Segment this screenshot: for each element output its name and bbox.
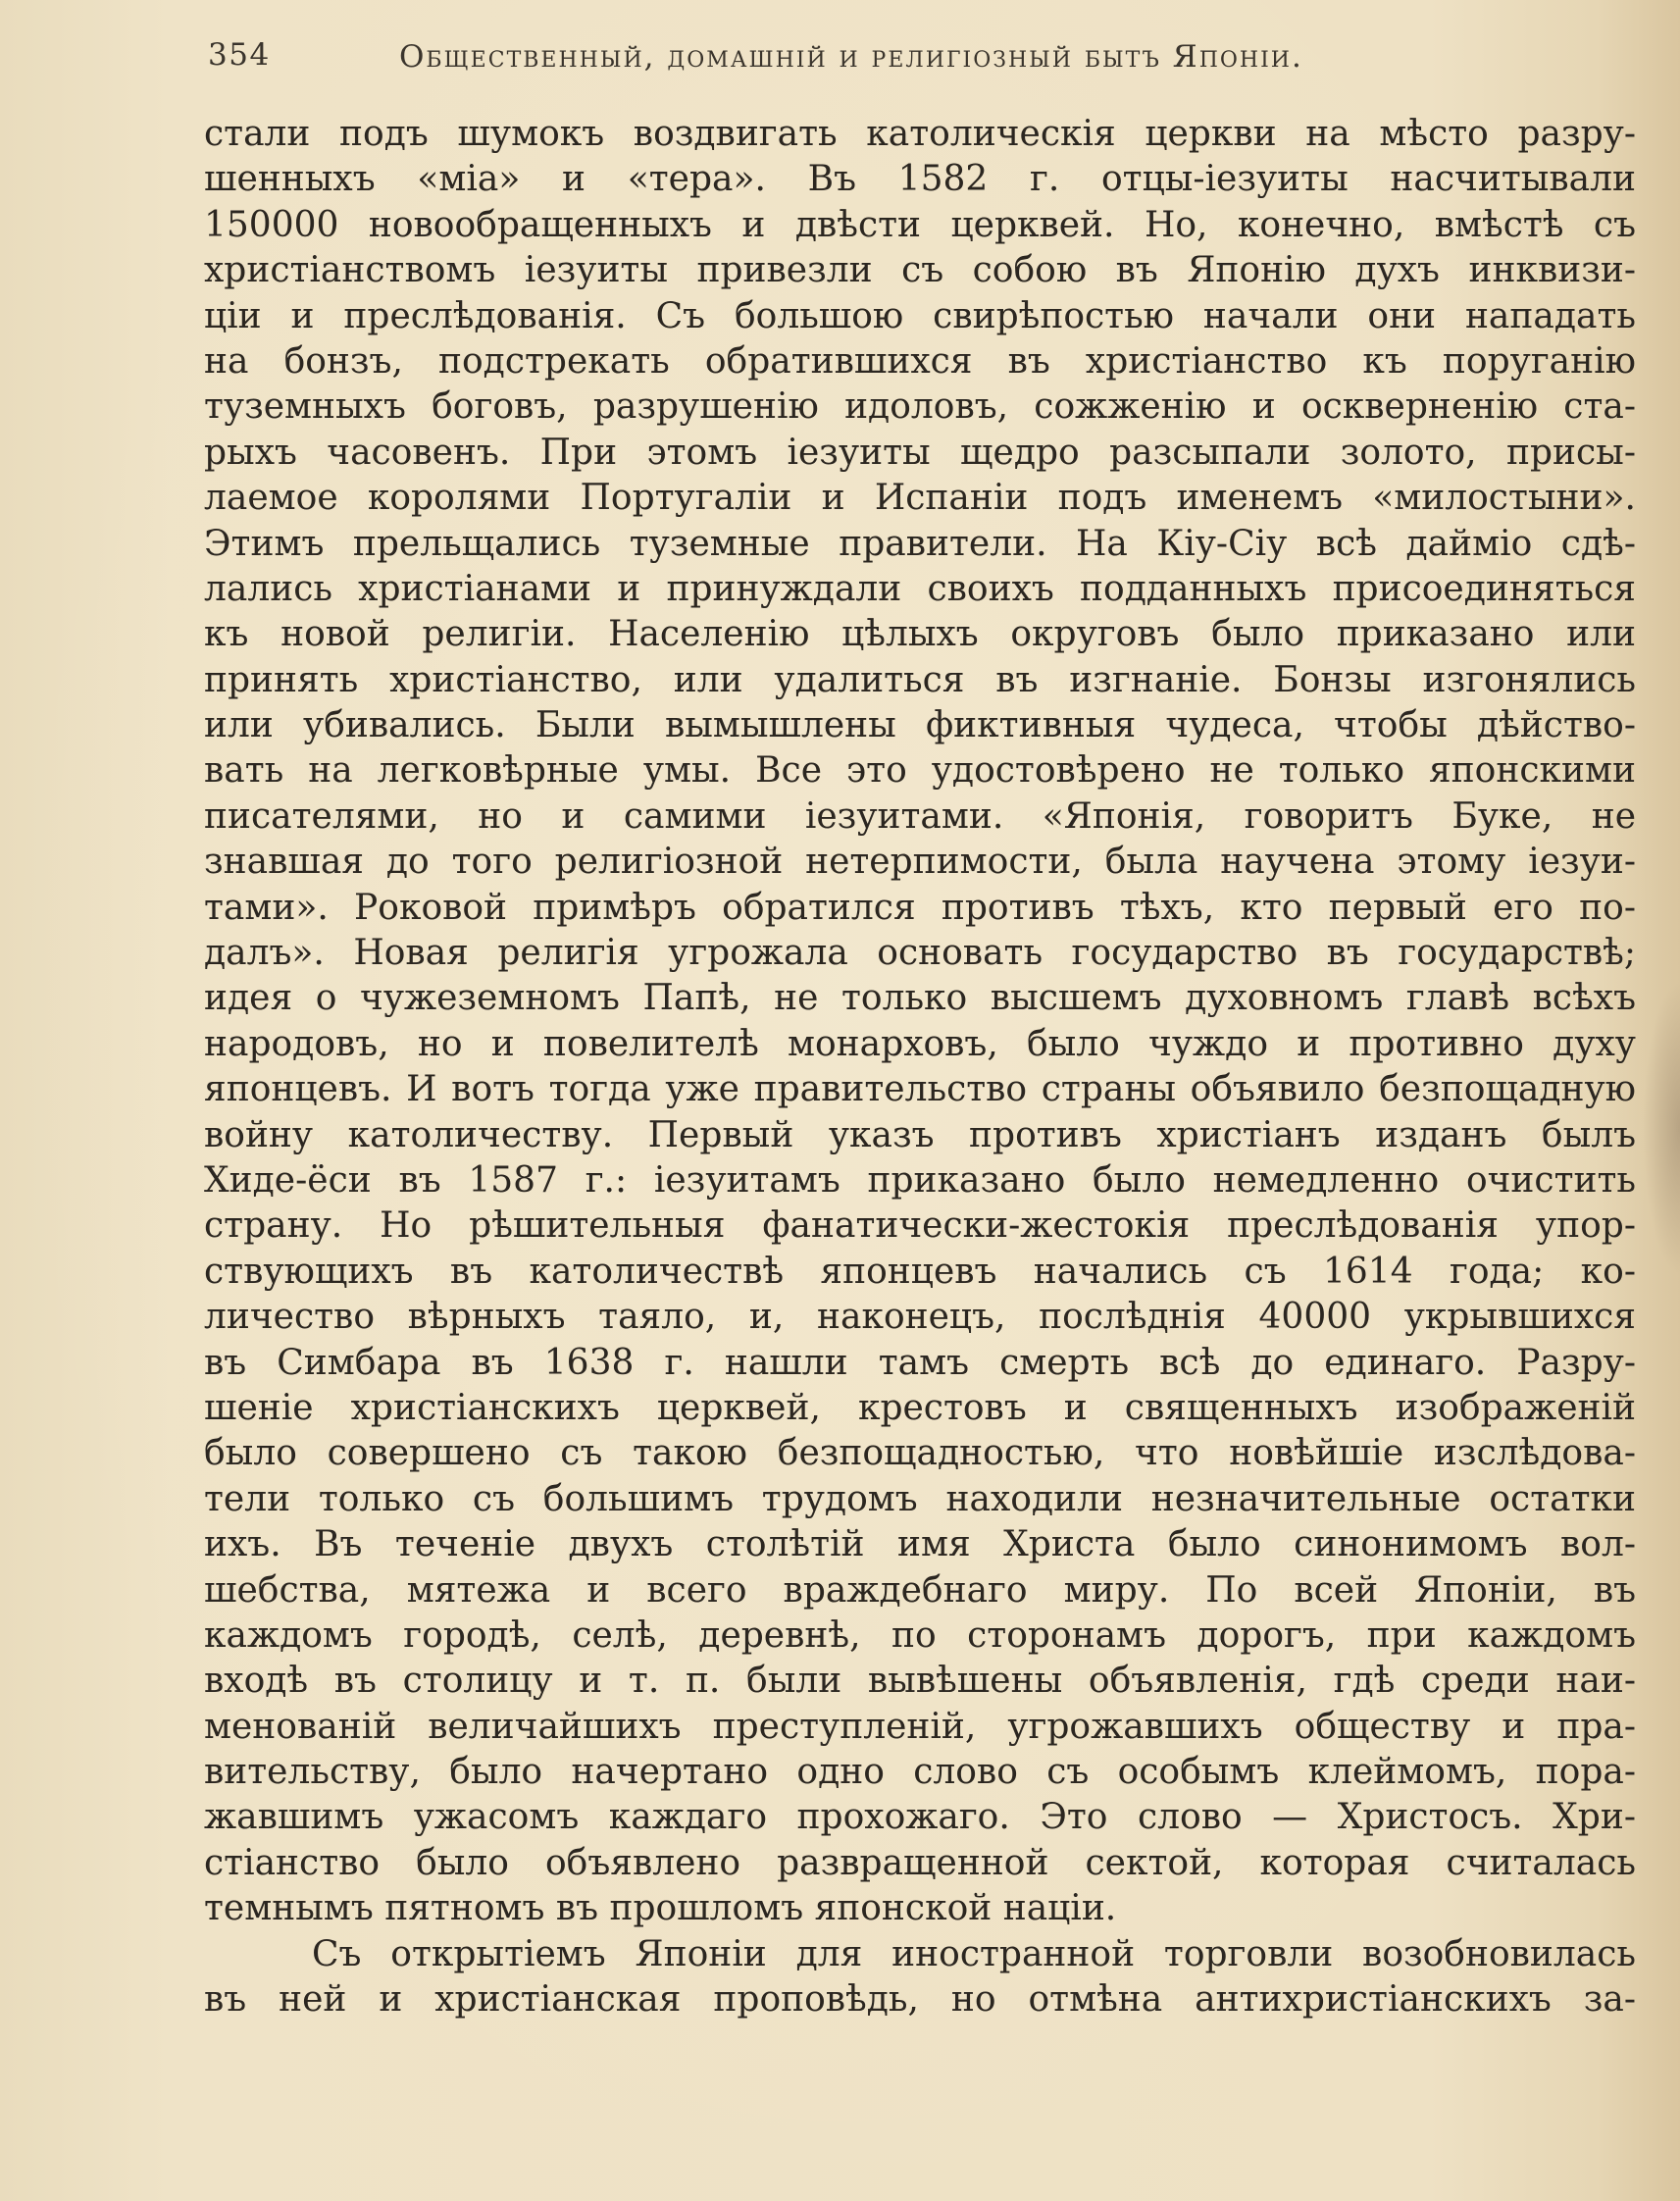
text-line: японцевъ. И вотъ тогда уже правительство страны объявило безпощадную: [204, 1069, 1636, 1110]
running-title: Общественный, домашній и религіозный бытъ Японіи.: [399, 39, 1303, 75]
text-line: шеніе христіанскихъ церквей, крестовъ и священныхъ изображеній: [204, 1387, 1636, 1428]
body-text: [204, 112, 1636, 2022]
text-line: было совершено съ такою безпощадностью, что новѣйшіе изслѣдова-: [204, 1433, 1636, 1474]
text-line: христіанствомъ іезуиты привезли съ собою въ Японію духъ инквизи-: [204, 250, 1636, 291]
text-line: вительству, было начертано одно слово съ особымъ клеймомъ, пора-: [204, 1752, 1636, 1793]
text-line: каждомъ городѣ, селѣ, деревнѣ, по сторонамъ дорогъ, при каждомъ: [204, 1614, 1636, 1656]
text-line: стали подъ шумокъ воздвигать католическія церкви на мѣсто разру-: [204, 114, 1636, 154]
text-line: ствующихъ въ католичествѣ японцевъ начались съ 1614 года; ко-: [204, 1251, 1636, 1292]
text-line: страну. Но рѣшительныя фанатически-жестокія преслѣдованія упор-: [204, 1205, 1636, 1247]
text-line: Этимъ прельщались туземные правители. На Кіу-Сіу всѣ дайміо сдѣ-: [204, 523, 1636, 564]
paragraph-start-line: Съ открытіемъ Японіи для иностранной торговли возобновилась: [312, 1933, 1636, 1974]
text-line: или убивались. Были вымышлены фиктивныя чудеса, чтобы дѣйство-: [204, 705, 1636, 746]
text-line: жавшимъ ужасомъ каждаго прохожаго. Это слово — Христосъ. Хри-: [204, 1797, 1636, 1838]
text-line: тели только съ большимъ трудомъ находили незначительные остатки: [204, 1478, 1636, 1519]
text-line: лались христіанами и принуждали своихъ подданныхъ присоединяться: [204, 568, 1636, 609]
text-line: ціи и преслѣдованія. Съ большою свирѣпостью начали они нападать: [204, 295, 1636, 336]
page-edge-stain: [1643, 981, 1680, 1275]
text-line: принять христіанство, или удалиться въ изгнаніе. Бонзы изгонялись: [204, 659, 1636, 700]
page-number: 354: [208, 37, 271, 73]
text-line: въ Симбара въ 1638 г. нашли тамъ смерть всѣ до единаго. Разру-: [204, 1342, 1636, 1383]
page-header: [208, 37, 1483, 84]
text-line: лаемое королями Португаліи и Испаніи подъ именемъ «милостыни».: [204, 478, 1636, 519]
text-line: знавшая до того религіозной нетерпимости, была научена этому іезуи-: [204, 842, 1636, 883]
paragraph-end-line: темнымъ пятномъ въ прошломъ японской націи.: [204, 1888, 1117, 1929]
text-line: идея о чужеземномъ Папѣ, не только высшемъ духовномъ главѣ всѣхъ: [204, 978, 1636, 1019]
text-line: тами». Роковой примѣръ обратился противъ тѣхъ, кто первый его по-: [204, 887, 1636, 928]
text-line: ихъ. Въ теченіе двухъ столѣтій имя Христа было синонимомъ вол-: [204, 1524, 1636, 1565]
text-line: на бонзъ, подстрекать обратившихся въ христіанство къ поруганію: [204, 340, 1636, 382]
text-line: войну католичеству. Первый указъ противъ христіанъ изданъ былъ: [204, 1114, 1636, 1155]
text-line: менованій величайшихъ преступленій, угрожавшихъ обществу и пра-: [204, 1706, 1636, 1747]
text-line: въ ней и христіанская проповѣдь, но отмѣна антихристіанскихъ за-: [204, 1979, 1636, 2021]
text-line: шебства, мятежа и всего враждебнаго миру. По всей Японіи, въ: [204, 1569, 1636, 1611]
text-line: вать на легковѣрные умы. Все это удостовѣрено не только японскими: [204, 750, 1636, 792]
text-line: народовъ, но и повелителѣ монарховъ, было чуждо и противно духу: [204, 1023, 1636, 1064]
text-line: далъ». Новая религія угрожала основать государство въ государствѣ;: [204, 933, 1636, 974]
text-line: стіанство было объявлено развращенной сектой, которая считалась: [204, 1842, 1636, 1883]
text-line: личество вѣрныхъ таяло, и, наконецъ, послѣднія 40000 укрывшихся: [204, 1297, 1636, 1338]
text-line: 150000 новообращенныхъ и двѣсти церквей. Но, конечно, вмѣстѣ съ: [204, 204, 1636, 245]
text-line: входѣ въ столицу и т. п. были вывѣшены объявленія, гдѣ среди наи-: [204, 1661, 1636, 1702]
text-line: шенныхъ «міа» и «тера». Въ 1582 г. отцы-іезуиты насчитывали: [204, 159, 1636, 200]
text-line: Хиде-ёси въ 1587 г.: іезуитамъ приказано было немедленно очистить: [204, 1159, 1636, 1201]
text-line: къ новой религіи. Населенію цѣлыхъ округовъ было приказано или: [204, 614, 1636, 655]
text-line: туземныхъ боговъ, разрушенію идоловъ, сожженію и оскверненію ста-: [204, 386, 1636, 428]
text-line: рыхъ часовенъ. При этомъ іезуиты щедро разсыпали золото, присы-: [204, 432, 1636, 473]
text-line: писателями, но и самими іезуитами. «Японія, говоритъ Буке, не: [204, 795, 1636, 837]
